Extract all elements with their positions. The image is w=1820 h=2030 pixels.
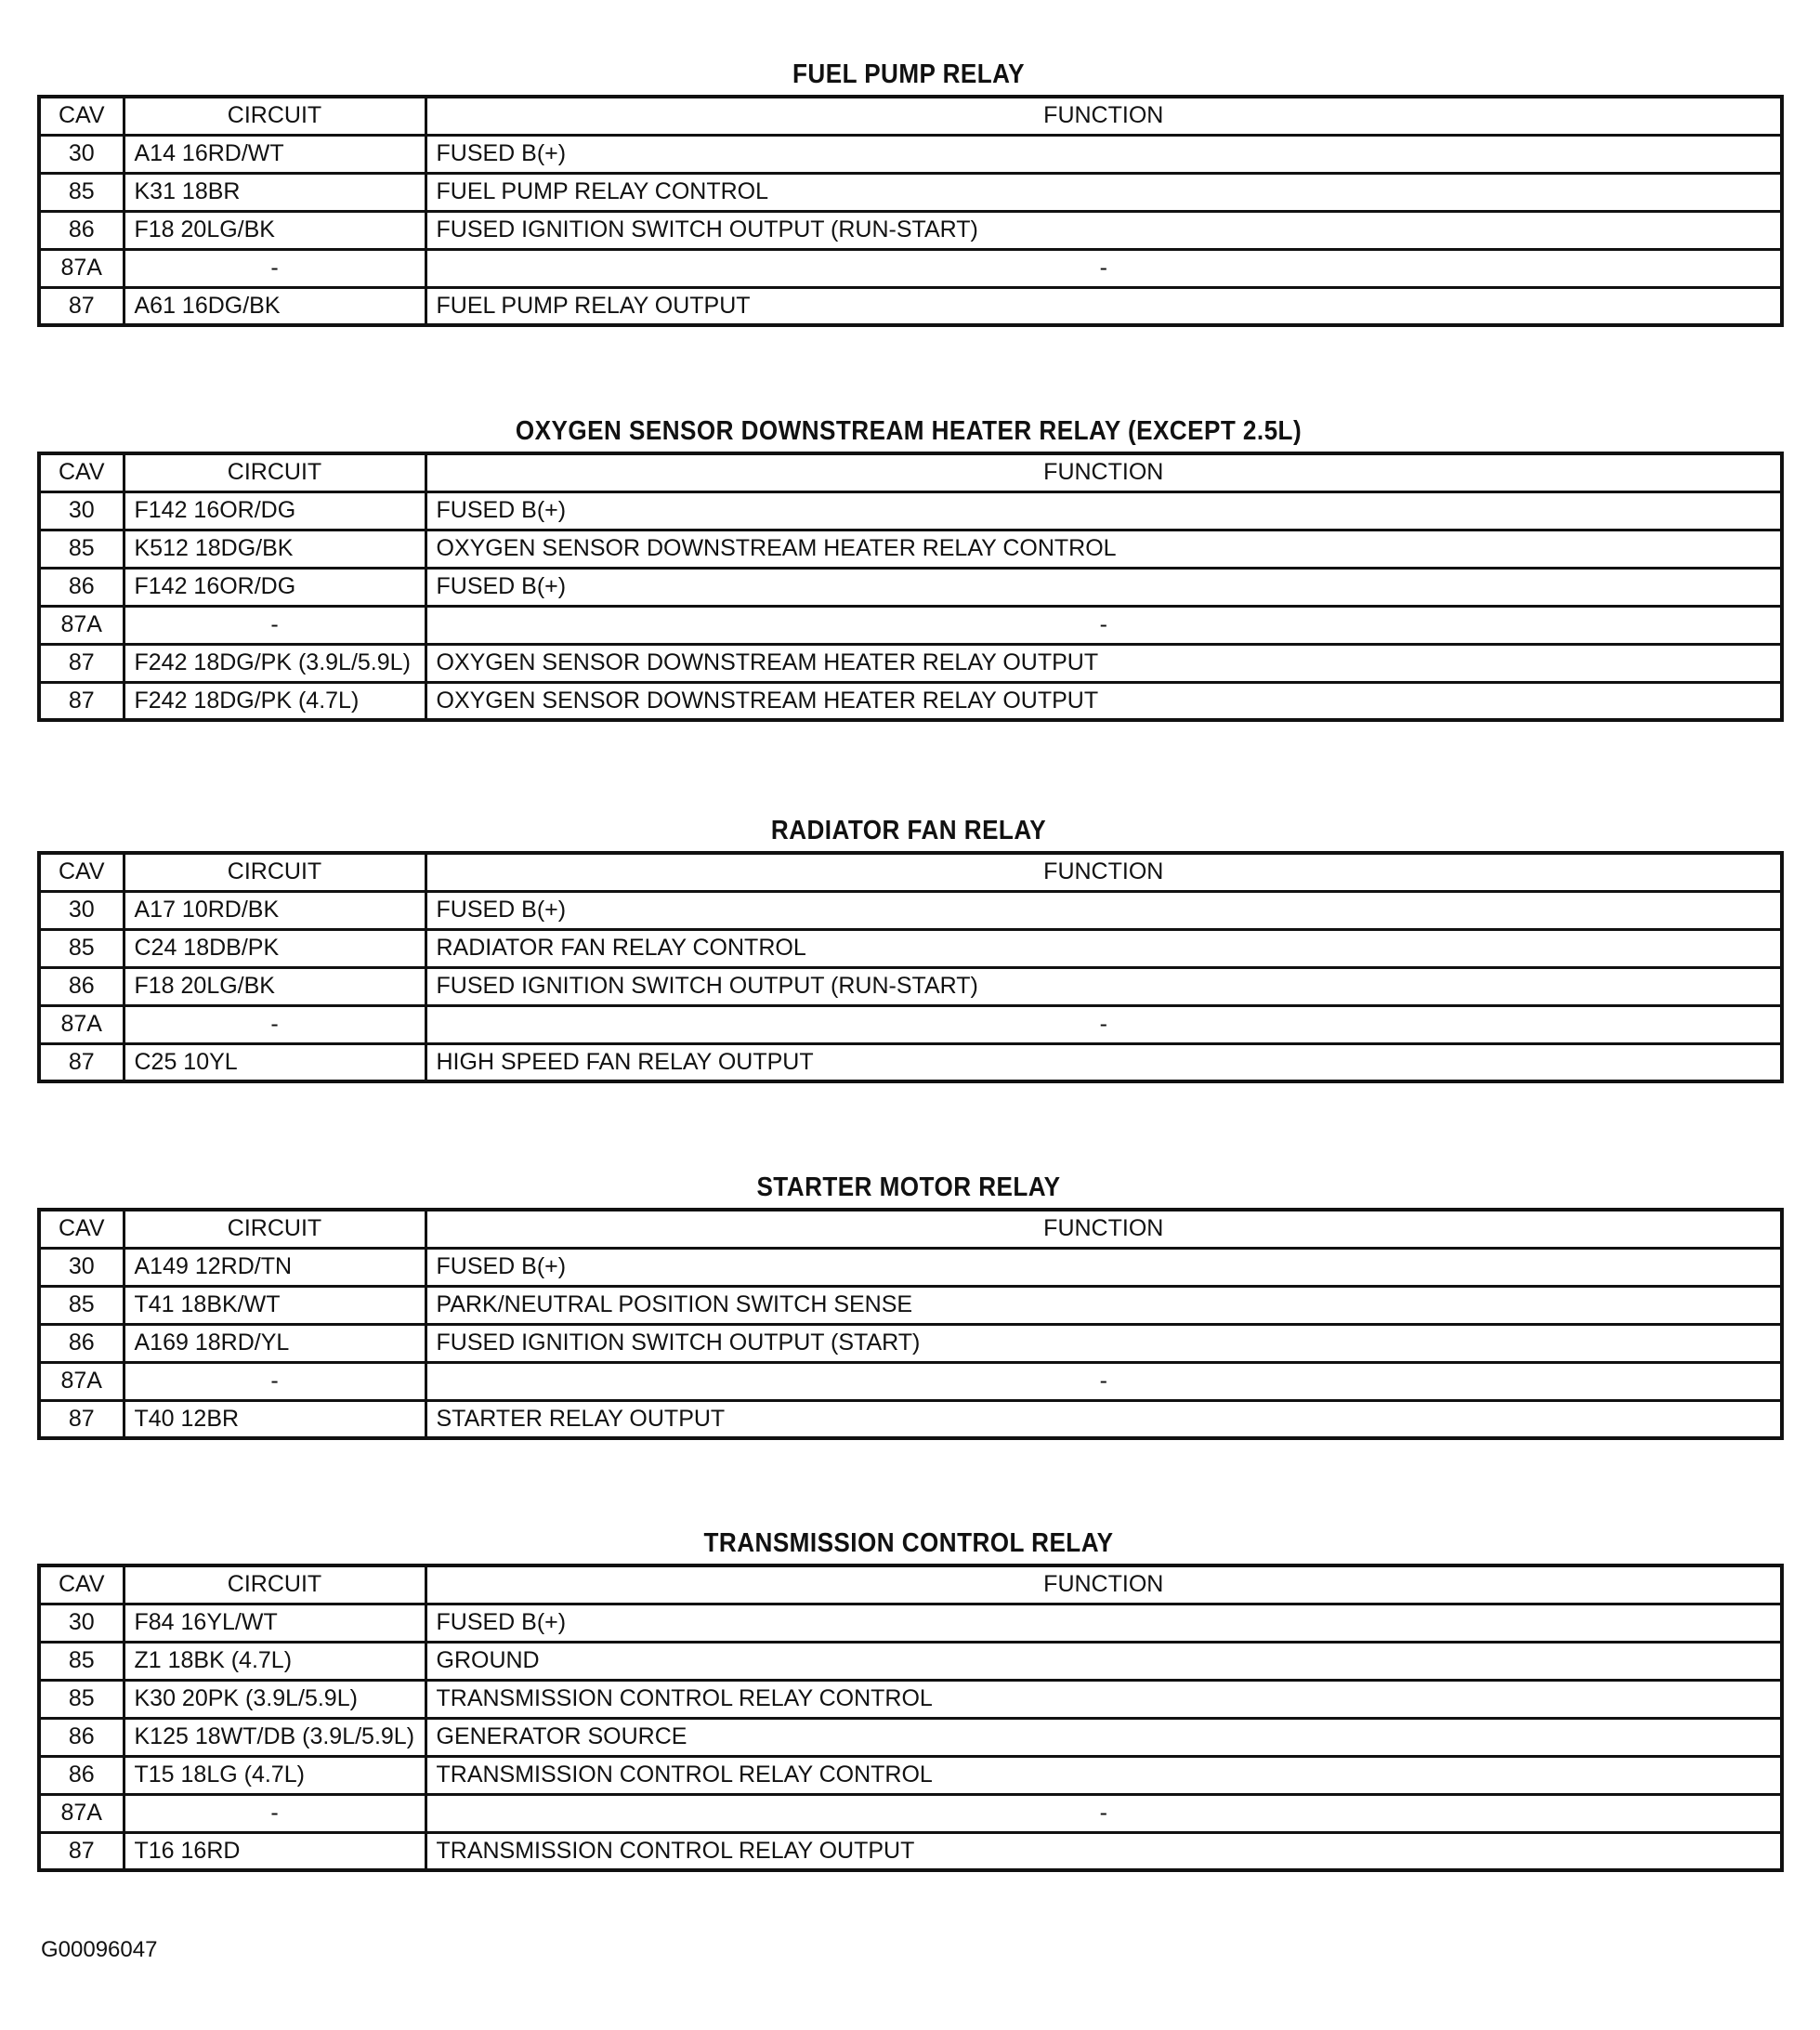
circuit-cell: A149 12RD/TN	[124, 1248, 426, 1286]
function-cell: -	[426, 1362, 1782, 1400]
relay-table	[37, 95, 1784, 327]
circuit-cell: K31 18BR	[124, 173, 426, 211]
function-cell: TRANSMISSION CONTROL RELAY OUTPUT	[426, 1832, 1782, 1870]
function-cell: OXYGEN SENSOR DOWNSTREAM HEATER RELAY CONTROL	[426, 530, 1782, 568]
cav-cell: 87A	[39, 1005, 124, 1043]
function-cell: FUSED IGNITION SWITCH OUTPUT (START)	[426, 1324, 1782, 1362]
circuit-cell: F18 20LG/BK	[124, 967, 426, 1005]
cav-cell: 85	[39, 1680, 124, 1718]
relay-title: STARTER MOTOR RELAY	[756, 1172, 1061, 1202]
cav-cell: 85	[39, 1642, 124, 1680]
relay-table	[37, 851, 1784, 1083]
cav-cell: 87	[39, 1400, 124, 1438]
circuit-cell: C25 10YL	[124, 1043, 426, 1081]
circuit-cell: A17 10RD/BK	[124, 891, 426, 929]
circuit-header: CIRCUIT	[124, 97, 426, 135]
table-row	[39, 1005, 1782, 1043]
function-cell: FUEL PUMP RELAY CONTROL	[426, 173, 1782, 211]
cav-cell: 85	[39, 173, 124, 211]
circuit-cell: A169 18RD/YL	[124, 1324, 426, 1362]
function-cell: FUSED B(+)	[426, 491, 1782, 530]
circuit-cell: K125 18WT/DB (3.9L/5.9L)	[124, 1718, 426, 1756]
table-row	[39, 606, 1782, 644]
cav-cell: 86	[39, 1324, 124, 1362]
table-row	[39, 967, 1782, 1005]
table-row	[39, 1362, 1782, 1400]
cav-header: CAV	[39, 853, 124, 891]
function-cell: STARTER RELAY OUTPUT	[426, 1400, 1782, 1438]
relay-title: FUEL PUMP RELAY	[792, 59, 1025, 89]
cav-cell: 85	[39, 929, 124, 967]
circuit-cell: -	[124, 606, 426, 644]
header-row	[39, 453, 1782, 491]
relay-table	[37, 1208, 1784, 1440]
circuit-cell: T40 12BR	[124, 1400, 426, 1438]
cav-cell: 86	[39, 211, 124, 249]
function-cell: FUSED IGNITION SWITCH OUTPUT (RUN-START)	[426, 967, 1782, 1005]
cav-cell: 30	[39, 135, 124, 173]
function-cell: -	[426, 249, 1782, 287]
header-row	[39, 1565, 1782, 1604]
cav-cell: 30	[39, 1248, 124, 1286]
relay-title: RADIATOR FAN RELAY	[770, 816, 1047, 845]
circuit-cell: A61 16DG/BK	[124, 287, 426, 325]
function-cell: FUEL PUMP RELAY OUTPUT	[426, 287, 1782, 325]
cav-cell: 87A	[39, 1362, 124, 1400]
function-cell: -	[426, 1794, 1782, 1832]
table-row	[39, 1324, 1782, 1362]
cav-cell: 87A	[39, 1794, 124, 1832]
circuit-header: CIRCUIT	[124, 453, 426, 491]
circuit-cell: F84 16YL/WT	[124, 1604, 426, 1642]
cav-header: CAV	[39, 1565, 124, 1604]
function-cell: FUSED B(+)	[426, 1248, 1782, 1286]
function-cell: GENERATOR SOURCE	[426, 1718, 1782, 1756]
cav-cell: 87A	[39, 249, 124, 287]
circuit-cell: F242 18DG/PK (4.7L)	[124, 682, 426, 720]
cav-cell: 87	[39, 287, 124, 325]
function-header: FUNCTION	[426, 1210, 1782, 1248]
function-cell: -	[426, 606, 1782, 644]
function-cell: FUSED B(+)	[426, 891, 1782, 929]
table-row	[39, 1794, 1782, 1832]
table-row	[39, 1248, 1782, 1286]
table-row	[39, 1680, 1782, 1718]
function-cell: TRANSMISSION CONTROL RELAY CONTROL	[426, 1756, 1782, 1794]
table-row	[39, 1642, 1782, 1680]
table-row	[39, 530, 1782, 568]
circuit-cell: K30 20PK (3.9L/5.9L)	[124, 1680, 426, 1718]
cav-cell: 87	[39, 1832, 124, 1870]
table-row	[39, 682, 1782, 720]
table-row	[39, 1604, 1782, 1642]
header-row	[39, 1210, 1782, 1248]
cav-cell: 85	[39, 530, 124, 568]
function-cell: GROUND	[426, 1642, 1782, 1680]
table-row	[39, 1400, 1782, 1438]
figure-id: G00096047	[41, 1937, 158, 1962]
table-row	[39, 891, 1782, 929]
function-cell: FUSED B(+)	[426, 568, 1782, 606]
cav-header: CAV	[39, 97, 124, 135]
table-row	[39, 1756, 1782, 1794]
circuit-cell: Z1 18BK (4.7L)	[124, 1642, 426, 1680]
circuit-cell: -	[124, 249, 426, 287]
cav-cell: 86	[39, 1718, 124, 1756]
cav-cell: 85	[39, 1286, 124, 1324]
circuit-header: CIRCUIT	[124, 1210, 426, 1248]
circuit-cell: T15 18LG (4.7L)	[124, 1756, 426, 1794]
function-cell: FUSED B(+)	[426, 135, 1782, 173]
relay-title: OXYGEN SENSOR DOWNSTREAM HEATER RELAY (EXCEPT 2.5L)	[515, 416, 1303, 446]
relay-table	[37, 452, 1784, 722]
cav-cell: 30	[39, 1604, 124, 1642]
circuit-cell: T16 16RD	[124, 1832, 426, 1870]
cav-header: CAV	[39, 1210, 124, 1248]
function-header: FUNCTION	[426, 453, 1782, 491]
table-row	[39, 1286, 1782, 1324]
cav-cell: 87A	[39, 606, 124, 644]
relay-table	[37, 1564, 1784, 1872]
relay-title: TRANSMISSION CONTROL RELAY	[703, 1528, 1114, 1558]
cav-cell: 86	[39, 1756, 124, 1794]
table-row	[39, 1832, 1782, 1870]
cav-cell: 86	[39, 967, 124, 1005]
circuit-cell: F142 16OR/DG	[124, 568, 426, 606]
circuit-cell: F242 18DG/PK (3.9L/5.9L)	[124, 644, 426, 682]
circuit-cell: -	[124, 1794, 426, 1832]
table-row	[39, 1043, 1782, 1081]
circuit-cell: T41 18BK/WT	[124, 1286, 426, 1324]
table-row	[39, 287, 1782, 325]
cav-cell: 86	[39, 568, 124, 606]
cav-header: CAV	[39, 453, 124, 491]
table-row	[39, 173, 1782, 211]
table-row	[39, 1718, 1782, 1756]
table-row	[39, 135, 1782, 173]
function-cell: FUSED B(+)	[426, 1604, 1782, 1642]
table-row	[39, 929, 1782, 967]
circuit-cell: -	[124, 1005, 426, 1043]
table-row	[39, 211, 1782, 249]
circuit-cell: F142 16OR/DG	[124, 491, 426, 530]
cav-cell: 30	[39, 491, 124, 530]
circuit-cell: C24 18DB/PK	[124, 929, 426, 967]
function-header: FUNCTION	[426, 97, 1782, 135]
function-header: FUNCTION	[426, 853, 1782, 891]
cav-cell: 30	[39, 891, 124, 929]
function-cell: TRANSMISSION CONTROL RELAY CONTROL	[426, 1680, 1782, 1718]
table-row	[39, 491, 1782, 530]
circuit-header: CIRCUIT	[124, 853, 426, 891]
circuit-cell: F18 20LG/BK	[124, 211, 426, 249]
circuit-header: CIRCUIT	[124, 1565, 426, 1604]
function-cell: PARK/NEUTRAL POSITION SWITCH SENSE	[426, 1286, 1782, 1324]
header-row	[39, 97, 1782, 135]
cav-cell: 87	[39, 1043, 124, 1081]
function-cell: RADIATOR FAN RELAY CONTROL	[426, 929, 1782, 967]
function-cell: OXYGEN SENSOR DOWNSTREAM HEATER RELAY OUTPUT	[426, 644, 1782, 682]
circuit-cell: K512 18DG/BK	[124, 530, 426, 568]
function-cell: -	[426, 1005, 1782, 1043]
function-header: FUNCTION	[426, 1565, 1782, 1604]
table-row	[39, 249, 1782, 287]
cav-cell: 87	[39, 682, 124, 720]
function-cell: FUSED IGNITION SWITCH OUTPUT (RUN-START)	[426, 211, 1782, 249]
circuit-cell: -	[124, 1362, 426, 1400]
header-row	[39, 853, 1782, 891]
function-cell: HIGH SPEED FAN RELAY OUTPUT	[426, 1043, 1782, 1081]
cav-cell: 87	[39, 644, 124, 682]
circuit-cell: A14 16RD/WT	[124, 135, 426, 173]
table-row	[39, 568, 1782, 606]
table-row	[39, 644, 1782, 682]
function-cell: OXYGEN SENSOR DOWNSTREAM HEATER RELAY OUTPUT	[426, 682, 1782, 720]
